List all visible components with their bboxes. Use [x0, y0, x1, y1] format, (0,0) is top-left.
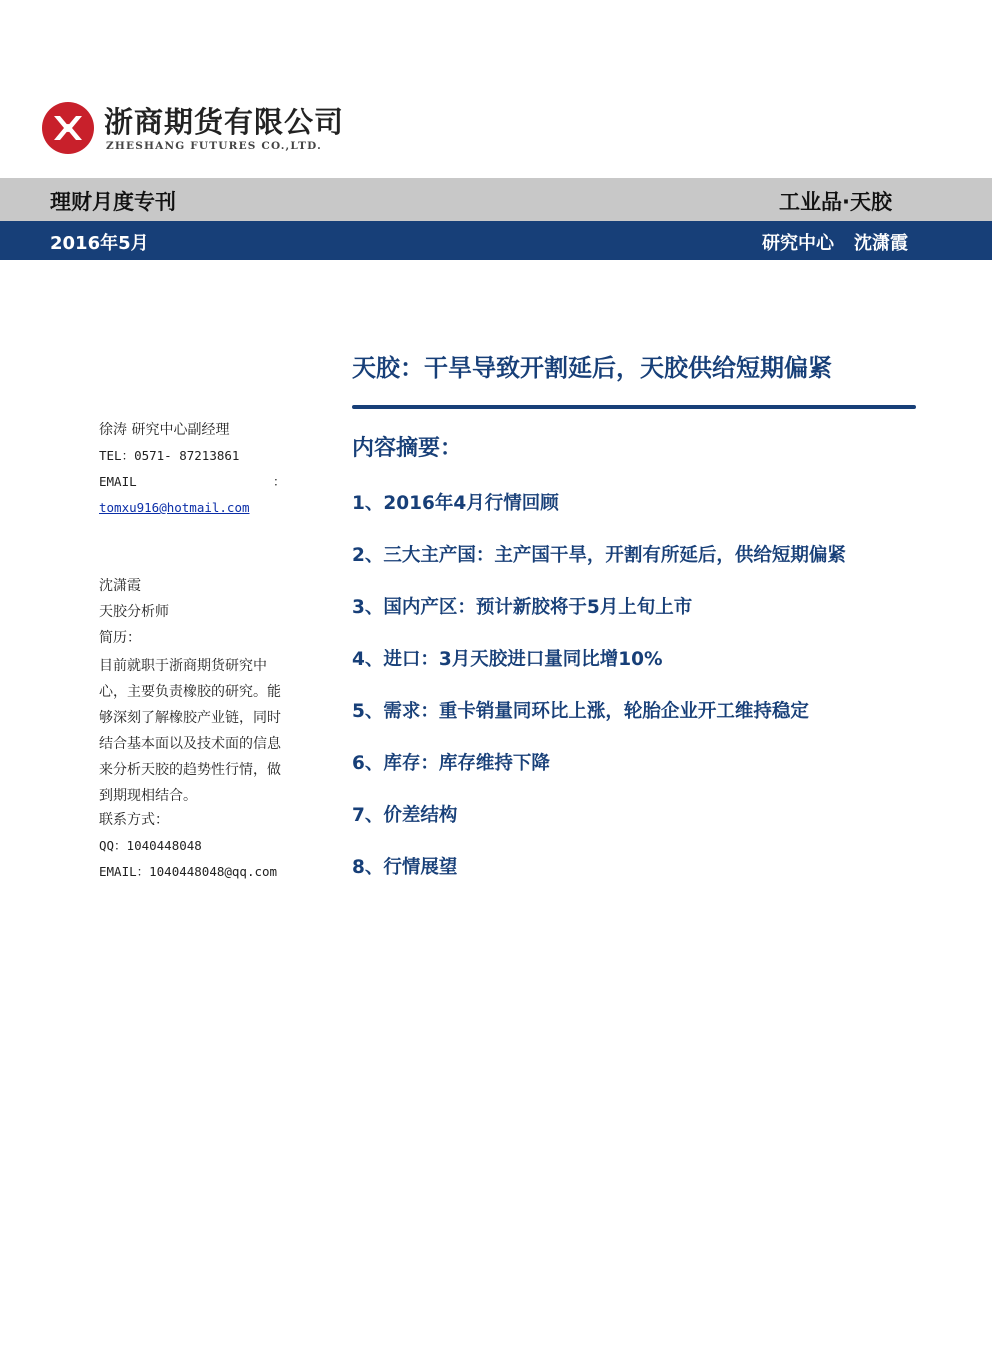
summary-item: 5、需求：重卡销量同环比上涨，轮胎企业开工维持稳定: [352, 701, 809, 722]
contact1-email-colon: ：: [273, 474, 286, 489]
contact1-email-link[interactable]: tomxu916@hotmail.com: [99, 500, 250, 515]
summary-item: 2、三大主产国：主产国干旱，开割有所延后，供给短期偏紧: [352, 545, 846, 566]
contact2-role: 天胶分析师: [99, 604, 169, 620]
department: 研究中心: [762, 233, 834, 254]
title-divider: [352, 405, 916, 409]
company-name-en: ZHESHANG FUTURES CO.,LTD.: [106, 140, 322, 152]
date-author-band: [0, 221, 992, 260]
summary-heading: 内容摘要：: [352, 436, 463, 461]
contact1-email-label-row: [99, 471, 299, 497]
author-line: [762, 229, 908, 255]
publication-band: [0, 178, 992, 221]
summary-item: 8、行情展望: [352, 857, 458, 878]
summary-item: 3、国内产区：预计新胶将于5月上旬上市: [352, 597, 693, 618]
zheshang-logo-icon: [40, 100, 96, 156]
contact2-email: EMAIL：1040448048@qq.com: [99, 864, 278, 879]
report-title: 天胶：干旱导致开割延后，天胶供给短期偏紧: [352, 354, 832, 382]
summary-item: 6、库存：库存维持下降: [352, 753, 550, 774]
report-category: 工业品·天胶: [779, 190, 892, 214]
resume-label: 简历：: [99, 630, 141, 646]
contact1-email-label: EMAIL: [99, 474, 137, 489]
author-sidebar: [99, 419, 299, 887]
company-name-cn: 浙商期货有限公司: [104, 105, 345, 139]
author-name: 沈潇霞: [854, 233, 908, 254]
summary-item: 7、价差结构: [352, 805, 458, 826]
summary-item: 1、2016年4月行情回顾: [352, 493, 559, 514]
contact-label: 联系方式：: [99, 812, 169, 828]
resume-text: 目前就职于浙商期货研究中心，主要负责橡胶的研究。能够深刻了解橡胶产业链，同时结合基本面以及技术面的信息来分析天胶的趋势性行情，做到期现相结合。: [99, 658, 281, 804]
publication-type: 理财月度专刊: [50, 190, 176, 214]
company-logo: [40, 96, 345, 162]
contact2-name: 沈潇霞: [99, 578, 141, 594]
contact1-tel: TEL：0571- 87213861: [99, 448, 240, 463]
summary-item: 4、进口：3月天胶进口量同比增10%: [352, 649, 663, 670]
contact1-name-title: 徐涛 研究中心副经理: [99, 422, 230, 438]
contact2-qq: QQ：1040448048: [99, 838, 202, 853]
summary-list: [352, 491, 846, 907]
report-date: 2016年5月: [50, 233, 149, 254]
